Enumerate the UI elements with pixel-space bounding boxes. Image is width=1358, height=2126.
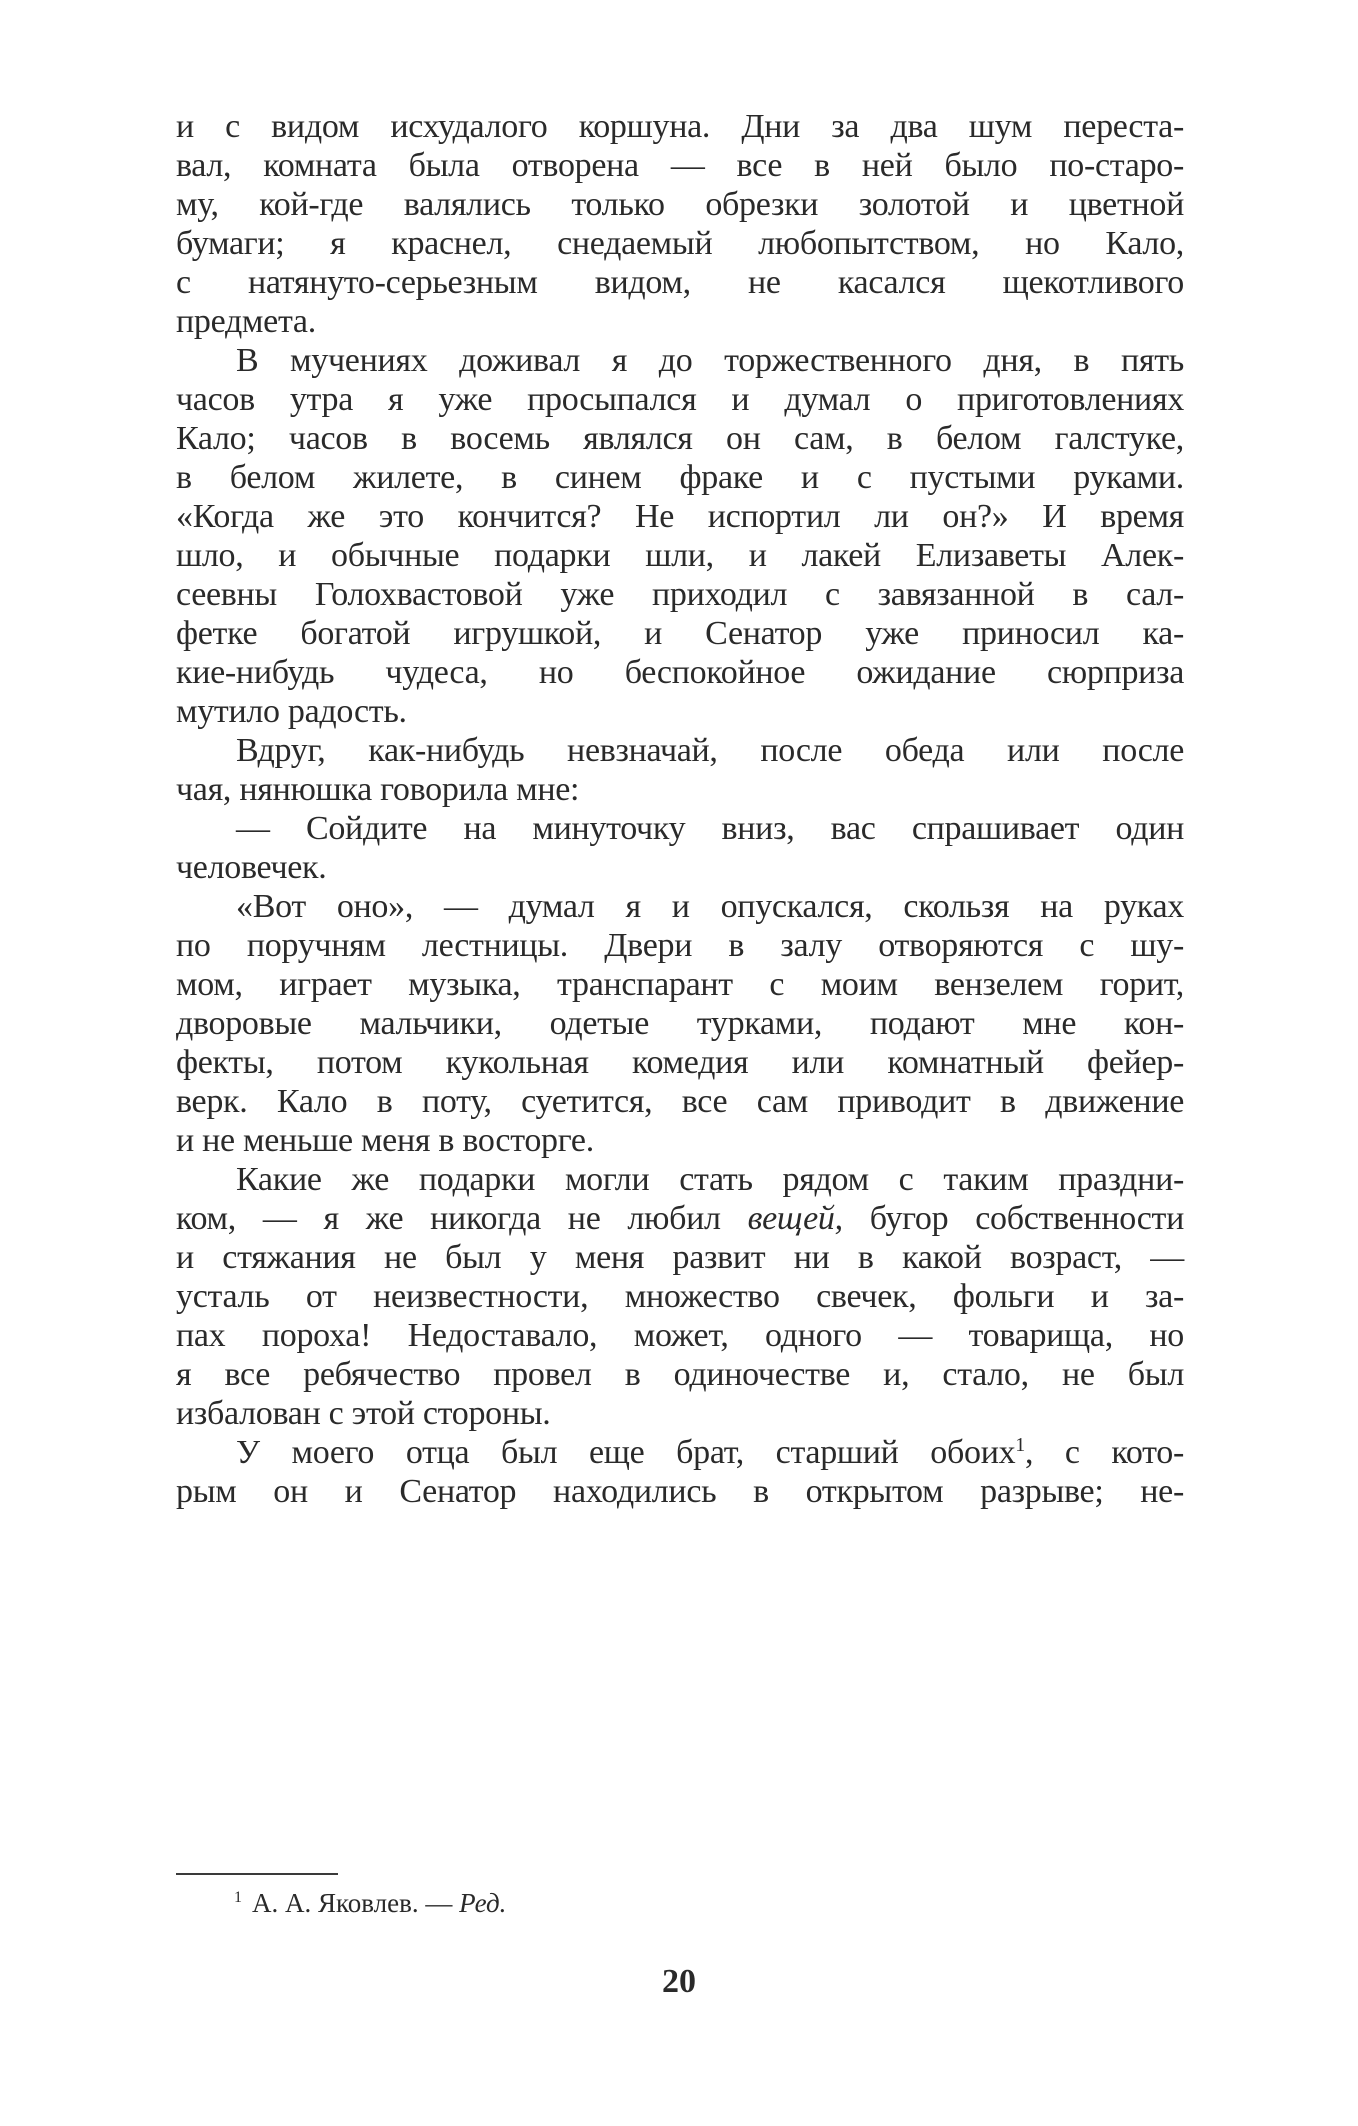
text-line: усталь от неизвестности, множество свечек, фольги и за- <box>176 1278 1184 1315</box>
text-line: часов утра я уже просыпался и думал о приготовлениях <box>176 381 1184 418</box>
footnote-text: А. А. Яковлев. — <box>252 1888 460 1918</box>
text-line: Вдруг, как-нибудь невзначай, после обеда или после <box>236 732 1184 769</box>
text-line <box>236 1431 1184 1475</box>
text-line: и не меньше меня в восторге. <box>176 1122 594 1159</box>
footnote-editor: Ред. <box>459 1888 507 1918</box>
text-line: фетке богатой игрушкой, и Сенатор уже приносил ка- <box>176 615 1184 652</box>
text-line: и стяжания не был у меня развит ни в какой возраст, — <box>176 1239 1184 1276</box>
text-line: фекты, потом кукольная комедия или комнатный фейер- <box>176 1044 1184 1081</box>
text-line: «Вот оно», — думал я и опускался, скользя на руках <box>236 888 1184 925</box>
text-line: бумаги; я краснел, снедаемый любопытством, но Кало, <box>176 225 1184 262</box>
footnote-mark: 1 <box>234 1889 242 1906</box>
text-line: «Когда же это кончится? Не испортил ли он?» И время <box>176 498 1184 535</box>
footnote <box>234 1883 506 1923</box>
text-line: Кало; часов в восемь являлся он сам, в белом галстуке, <box>176 420 1184 457</box>
text-line: шло, и обычные подарки шли, и лакей Елизаветы Алек- <box>176 537 1184 574</box>
text-line: в белом жилете, в синем фраке и с пустыми руками. <box>176 459 1184 496</box>
text-line: и с видом исхудалого коршуна. Дни за два шум переста- <box>176 108 1184 145</box>
line-fragment: ком, — я же никогда не любил <box>176 1200 721 1237</box>
footnote-reference[interactable]: 1 <box>1015 1434 1025 1456</box>
emphasized-word: вещей, <box>747 1200 843 1237</box>
text-line: по поручням лестницы. Двери в залу отворяются с шу- <box>176 927 1184 964</box>
text-line: Какие же подарки могли стать рядом с таким праздни- <box>236 1161 1184 1198</box>
text-line: человечек. <box>176 849 327 886</box>
text-line: кие-нибудь чудеса, но беспокойное ожидание сюрприза <box>176 654 1184 691</box>
text-line: с натянуто-серьезным видом, не касался щекотливого <box>176 264 1184 301</box>
text-line: мутило радость. <box>176 693 407 730</box>
text-line: мом, играет музыка, транспарант с моим вензелем горит, <box>176 966 1184 1003</box>
text-line: чая, нянюшка говорила мне: <box>176 771 580 808</box>
text-line: вал, комната была отворена — все в ней было по-старо- <box>176 147 1184 184</box>
footnote-divider <box>176 1873 338 1875</box>
line-fragment: У моего отца был еще брат, старший обоих <box>236 1434 1016 1471</box>
text-line: сеевны Голохвастовой уже приходил с завязанной в сал- <box>176 576 1184 613</box>
text-line: я все ребячество провел в одиночестве и, стало, не был <box>176 1356 1184 1393</box>
text-line: рым он и Сенатор находились в открытом разрыве; не- <box>176 1473 1184 1510</box>
text-line: — Сойдите на минуточку вниз, вас спрашивает один <box>236 810 1184 847</box>
text-line: дворовые мальчики, одетые турками, подают мне кон- <box>176 1005 1184 1042</box>
text-line: предмета. <box>176 303 316 340</box>
text-line: верк. Кало в поту, суетится, все сам приводит в движение <box>176 1083 1184 1120</box>
line-fragment: бугор собственности <box>869 1200 1185 1237</box>
text-line: му, кой-где валялись только обрезки золотой и цветной <box>176 186 1184 223</box>
text-line: избалован с этой стороны. <box>176 1395 551 1432</box>
text-line: В мучениях доживал я до торжественного дня, в пять <box>236 342 1184 379</box>
line-fragment: , с кото- <box>1025 1434 1184 1471</box>
page-number: 20 <box>662 1963 696 2000</box>
text-line: пах пороха! Недоставало, может, одного — товарища, но <box>176 1317 1184 1354</box>
text-line <box>176 1197 1184 1241</box>
